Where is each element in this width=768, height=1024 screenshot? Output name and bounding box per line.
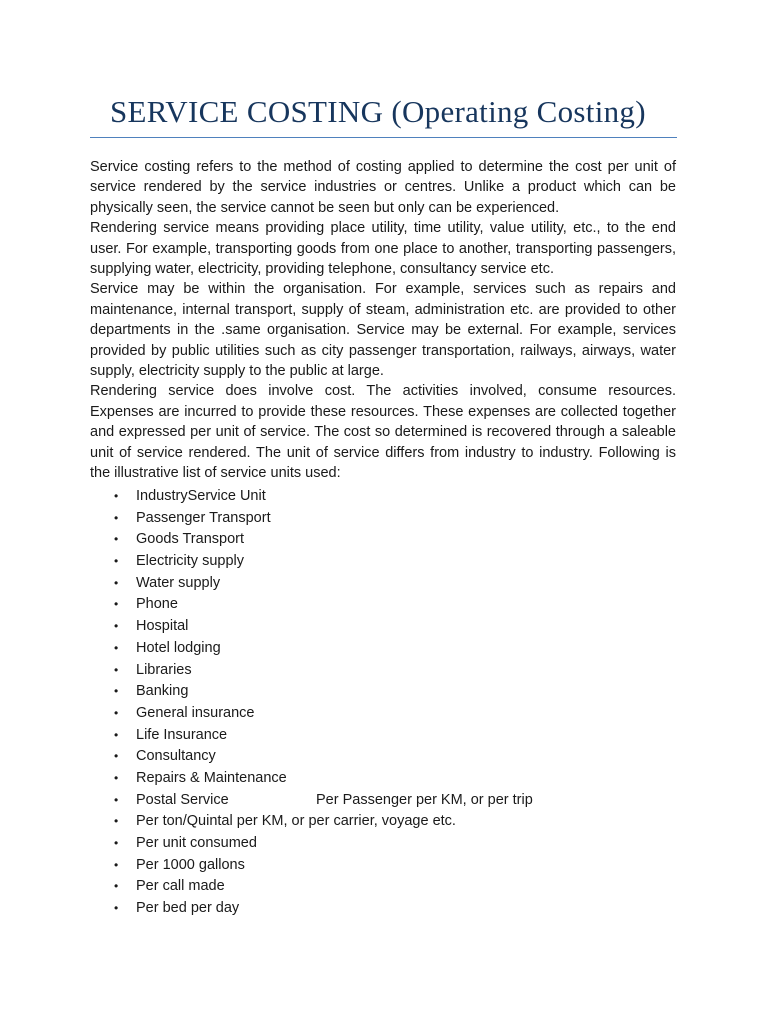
list-item-text: Passenger Transport xyxy=(136,509,271,526)
bullet-icon: • xyxy=(114,705,119,720)
list-item-text: Per ton/Quintal per KM, or per carrier, voyage etc. xyxy=(136,813,456,830)
list-item xyxy=(90,573,676,595)
list-item-text: Goods Transport xyxy=(136,531,244,548)
list-item-text: Per unit consumed xyxy=(136,835,257,851)
list-item xyxy=(90,616,676,638)
bullet-icon: • xyxy=(114,554,119,569)
paragraph-1: Service costing refers to the method of costing applied to determine the cost per unit of service rendered by the service industries or centres. Unlike a product which can be physically seen, the service cannot be seen but only can be experienced. xyxy=(90,159,676,216)
list-item-text: Banking xyxy=(136,683,189,700)
list-item-text: Consultancy xyxy=(136,748,216,765)
bullet-icon: • xyxy=(114,792,119,807)
paragraph-2: Rendering service means providing place utility, time utility, value utility, etc., to the end user. For example, transporting goods from one place to another, transporting passengers, supplying water, electricity, providing telephone, consultancy service etc. xyxy=(90,220,676,278)
service-units-list xyxy=(90,486,676,920)
list-item-text: Per 1000 gallons xyxy=(136,856,245,873)
list-item-text: Postal Service xyxy=(136,791,229,808)
list-item-text: Per call made xyxy=(136,878,225,895)
list-item xyxy=(90,876,676,898)
bullet-icon: • xyxy=(114,770,119,785)
bullet-icon: • xyxy=(114,727,119,742)
list-item-text: General insurance xyxy=(136,704,255,721)
list-item xyxy=(90,790,676,812)
list-item xyxy=(90,746,676,768)
list-item xyxy=(90,486,676,508)
postal-service-unit: Per Passenger per KM, or per trip xyxy=(316,791,533,808)
list-item xyxy=(90,660,676,682)
list-item xyxy=(90,681,676,703)
bullet-icon: • xyxy=(114,597,119,612)
list-item xyxy=(90,811,676,833)
body-text xyxy=(90,157,676,484)
bullet-icon: • xyxy=(114,489,119,503)
list-item xyxy=(90,529,676,551)
list-item-text: Repairs & Maintenance xyxy=(136,769,287,786)
bullet-icon: • xyxy=(114,684,119,699)
bullet-icon: • xyxy=(114,619,119,634)
list-item xyxy=(90,638,676,660)
list-item-text: Libraries xyxy=(136,661,192,678)
list-item xyxy=(90,898,676,920)
bullet-icon: • xyxy=(114,901,119,916)
title-underline xyxy=(90,137,677,138)
bullet-icon: • xyxy=(114,640,119,655)
bullet-icon: • xyxy=(114,662,119,677)
list-item xyxy=(90,703,676,725)
list-item xyxy=(90,725,676,747)
bullet-icon: • xyxy=(114,575,119,590)
paragraph-4: Rendering service does involve cost. The activities involved, consume resources. Expenses are incurred to provide these resources. These expenses are collected together and expressed per unit of service. The cost so determined is recovered through a saleable unit of service rendered. The unit of service differs from industry to industry. Following is the illustrative list of service units used: xyxy=(90,383,676,482)
list-item-text: Phone xyxy=(136,596,178,613)
list-item xyxy=(90,508,676,530)
list-item xyxy=(90,594,676,616)
list-item xyxy=(90,833,676,855)
list-item xyxy=(90,855,676,877)
list-item-text: Hospital xyxy=(136,618,189,635)
bullet-icon: • xyxy=(114,510,119,525)
list-item xyxy=(90,551,676,573)
bullet-icon: • xyxy=(114,836,119,850)
bullet-icon: • xyxy=(114,532,119,547)
list-item-text: IndustryService Unit xyxy=(136,488,266,504)
bullet-icon: • xyxy=(114,814,119,829)
list-item-text: Per bed per day xyxy=(136,900,240,917)
list-item-text: Hotel lodging xyxy=(136,639,221,656)
bullet-icon: • xyxy=(114,749,119,764)
list-item-text: Life Insurance xyxy=(136,726,228,743)
bullet-icon: • xyxy=(114,857,119,872)
list-item-text: Electricity supply xyxy=(136,553,244,570)
bullet-icon: • xyxy=(114,879,119,894)
list-item xyxy=(90,768,676,790)
page-title: SERVICE COSTING (Operating Costing) xyxy=(110,94,646,129)
paragraph-3: Service may be within the organisation. For example, services such as repairs and maintenance, internal transport, supply of steam, administration etc. are provided to other departments in the .same organisation. Service may be external. For example, services provided by public utilities such as city passenger transportation, railways, airways, water supply, electricity supply to the public at large. xyxy=(90,281,676,380)
list-item-text: Water supply xyxy=(136,574,221,591)
